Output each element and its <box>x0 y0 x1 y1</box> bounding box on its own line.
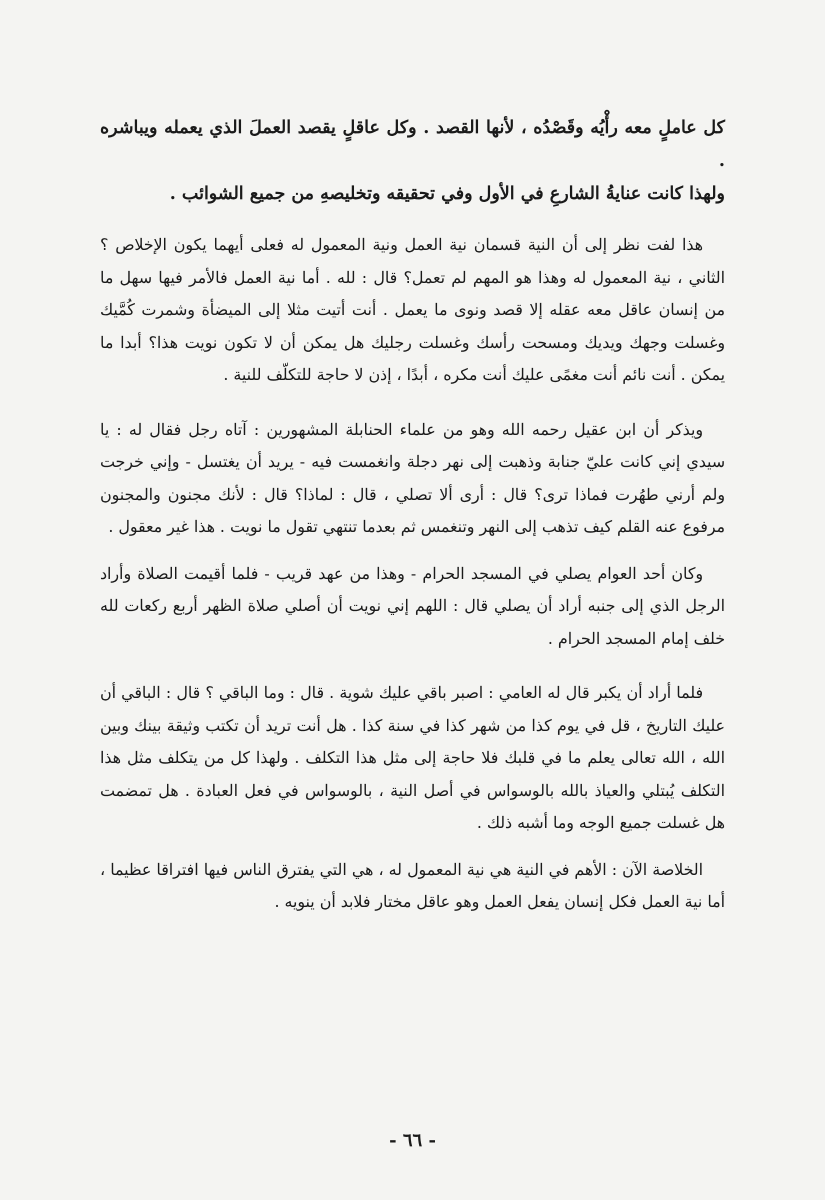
paragraph-ibn-aqil-story: ويذكر أن ابن عقيل رحمه الله وهو من علماء الحنابلة المشهورين : آتاه رجل فقال له : يا سيدي إني كانت عليّ جنابة وذهبت إلى نهر دجلة وانغمست فيه - يريد أن يغتسل - وإني خرجت ولم أرني طهُرت فماذا ترى؟ قال : أرى ألا تصلي ، قال : لماذا؟ قال : لأنك مجنون والمجنون مرفوع عنه القلم كيف تذهب إلى النهر وتنغمس ثم بعدما تنتهي تقول ما نويت . هذا غير معقول . <box>100 419 726 536</box>
paragraph-intention-types: هذا لفت نظر إلى أن النية قسمان نية العمل ونية المعمول له فعلى أيهما يكون الإخلاص ؟ الثاني ، نية المعمول له وهذا هو المهم لم تعمل؟ قال : لله . أما نية العمل فالأمر فيها سهل ما من إنسان عاقل معه عقله إلا قصد ونوى ما يعمل . أنت أتيت مثلا إلى الميضأة وشمرت كُمَّيك وغسلت وجهك ويديك ومسحت رأسك وغسلت رجليك هل يمكن أن لا تكون نويت هذا؟ أبدا ما يمكن . أنت نائم أنت مغمًى عليك أنت مكره ، أبدًا ، إذن لا حاجة للتكلّف للنية . <box>100 235 725 384</box>
paragraph-conclusion: الخلاصة الآن : الأهم في النية هي نية المعمول له ، هي التي يفترق الناس فيها افتراقا عظيما ، أما نية العمل فكل إنسان يفعل العمل وهو عاقل مختار فلابد أن ينويه . <box>100 859 725 911</box>
opening-line-2: ولهذا كانت عنايةُ الشارعِ في الأول وفي تحقيقه وتخليصهِ من جميع الشوائب . <box>169 184 725 204</box>
opening-line-1: كل عاملٍ معه رأْيُه وقَصْدُه ، لأنها القصد . وكل عاقلٍ يقصد العملَ الذي يعمله ويباشره . <box>100 118 725 171</box>
body-text <box>100 229 725 919</box>
page-number: - ٦٦ - <box>389 1130 436 1151</box>
paragraph-masjid-story: وكان أحد العوام يصلي في المسجد الحرام - وهذا من عهد قريب - فلما أقيمت الصلاة وأراد الرجل الذي إلى جنبه أراد أن يصلي قال : اللهم إني نويت أن أصلي صلاة الظهر أربع ركعات لله خلف إمام المسجد الحرام . <box>100 563 725 648</box>
paragraph-layman-reply: فلما أراد أن يكبر قال له العامي : اصبر باقي عليك شوية . قال : وما الباقي ؟ قال : الباقي أن عليك التاريخ ، قل في يوم كذا من شهر كذا في سنة كذا . هل أنت تريد أن تكتب وثيقة بينك وبين الله ، الله تعالى يعلم ما في قلبك فلا حاجة إلى مثل هذا التكلف . ولهذا كل من يتكلف مثل هذا التكلف يُبتلي والعياذ بالله بالوسواس في أصل النية ، بالوسواس في فعل العبادة . هل تمضمت هل غسلت جميع الوجه وما أشبه ذلك . <box>100 683 725 832</box>
opening-bold-text <box>100 112 725 211</box>
